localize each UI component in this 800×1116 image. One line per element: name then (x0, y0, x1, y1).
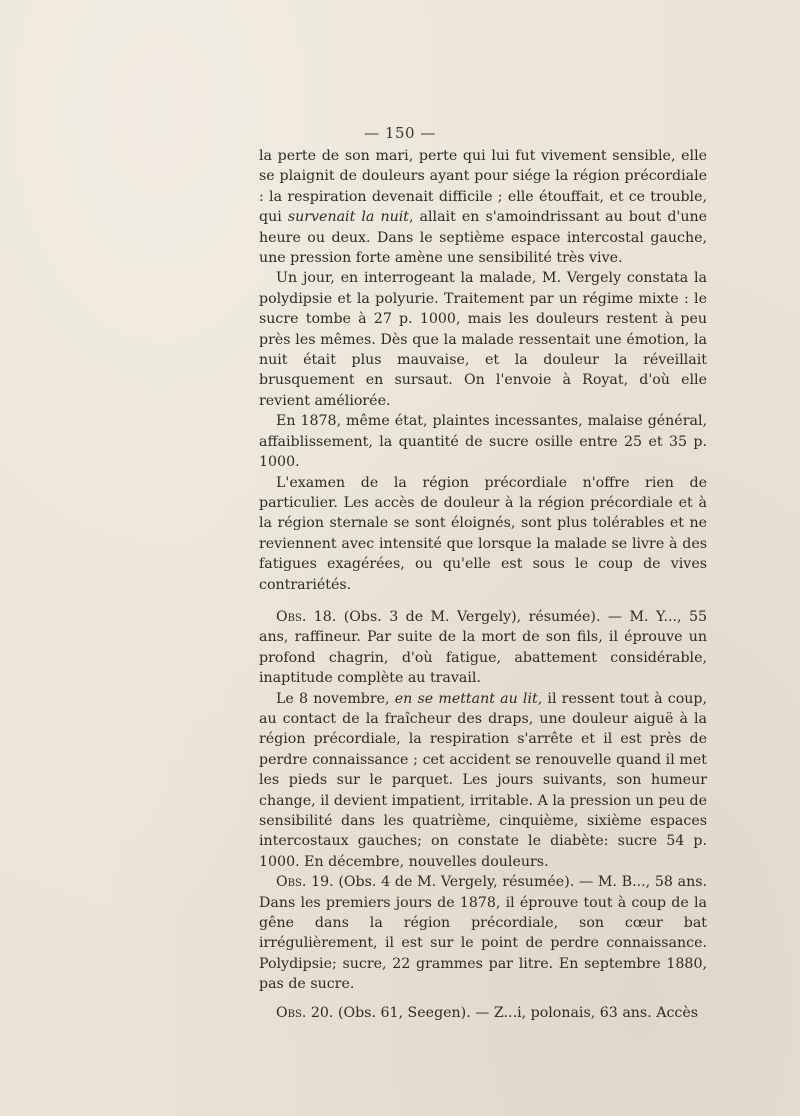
paragraph-text: . 18. (Obs. 3 de M. Vergely), résumée). — M. Y..., 55 ans, raffineur. Par suite de la mort de son fils, il éprouve un profond chagrin, d'où fatigue, abattement considérable, inaptitude complète au travail. (259, 608, 707, 687)
paragraph (259, 146, 707, 268)
observation-paragraph (259, 607, 707, 689)
paragraph-text: la perte de son mari, perte qui lui fut vivement sensible, elle se plaignit de douleurs ayant pour siége la région précordiale : la respiration devenait difficile ; elle étouffait, et ce trouble, qui (259, 148, 707, 226)
paragraph (259, 411, 707, 472)
observation-label: Obs (276, 608, 302, 625)
observation-paragraph (259, 1003, 707, 1023)
observation-paragraph (259, 872, 707, 994)
paragraph-text: En 1878, même état, plaintes incessantes, malaise général, affaiblissement, la quantité de sucre osille entre 25 et 35 p. 1000. (259, 413, 707, 471)
paragraph-text: , allait en s'amoindrissant au bout d'une heure ou deux. Dans le septième espace intercostal gauche, une pression forte amène une sensibilité très vive. (259, 209, 707, 267)
paragraph-text: , il ressent tout à coup, au contact de la fraîcheur des draps, une douleur aiguë à la région précordiale, la respiration s'arrête et il est près de perdre connaissance ; cet accident se renouvelle quand il met les pieds sur le parquet. Les jours suivants, son humeur change, il devient impatient, irritable. A la pression un peu de sensibilité dans les quatrième, cinquième, sixième espaces intercostaux gauches; on constate le diabète: sucre 54 p. 1000. En décembre, nouvelles douleurs. (259, 690, 708, 870)
page-number: — 150 — (364, 124, 436, 142)
paragraph-gap (259, 595, 707, 607)
paragraph-text: Un jour, en interrogeant la malade, M. Vergely constata la polydipsie et la polyurie. Traitement par un régime mixte : le sucre tombe à 27 p. 1000, mais les douleurs restent à peu près les mêmes. Dès que la malade ressentait une émotion, la nuit était plus mauvaise, et la douleur la réveillait brusquement en sursaut. On l'envoie à Royat, d'où elle revient améliorée. (259, 270, 707, 409)
italic-phrase: en se mettant au lit (394, 690, 538, 707)
paragraph-gap (259, 995, 707, 1003)
paragraph-text: . 20. (Obs. 61, Seegen). — Z...i, polonais, 63 ans. Accès (301, 1004, 699, 1021)
paragraph (259, 689, 707, 873)
paragraph (259, 473, 707, 595)
observation-label: Obs (276, 874, 302, 891)
paragraph-text: . 19. (Obs. 4 de M. Vergely, résumée). — M. B..., 58 ans. Dans les premiers jours de 1878, il éprouve tout à coup de la gêne dans la région précordiale, son cœur bat irrégulièrement, il est sur le point de perdre connaissance. Polydipsie; sucre, 22 grammes par litre. En septembre 1880, pas de sucre. (259, 874, 707, 993)
paragraph (259, 268, 707, 411)
paragraph-text: Le 8 novembre, (276, 690, 395, 707)
body-text (259, 146, 707, 1023)
observation-label: Obs (276, 1004, 302, 1021)
italic-phrase: survenait la nuit (287, 209, 409, 226)
paragraph-text: L'examen de la région précordiale n'offre rien de particulier. Les accès de douleur à la région précordiale et à la région sternale se sont éloignés, sont plus tolérables et ne reviennent avec intensité que lorsque la malade se livre à des fatigues exagérées, ou qu'elle est sous le coup de vives contrariétés. (259, 474, 707, 593)
